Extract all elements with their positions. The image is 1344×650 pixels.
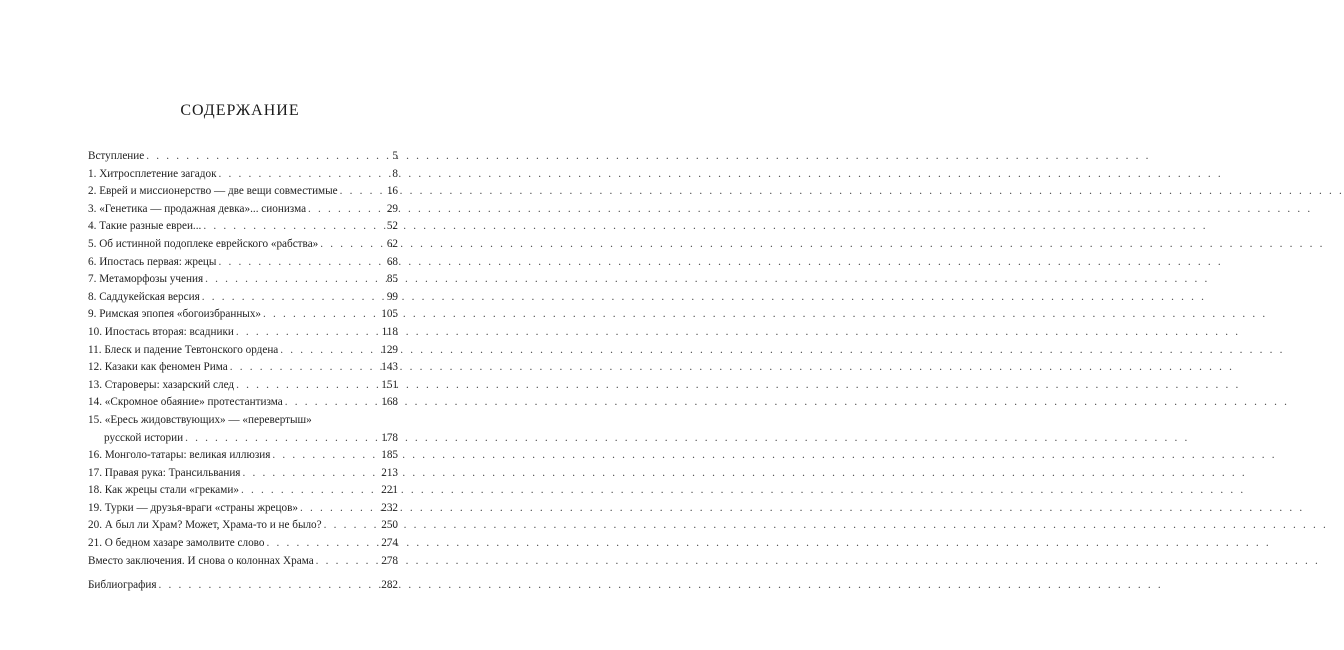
dot-leader — [205, 271, 385, 289]
dot-leader — [300, 500, 379, 518]
dot-leader — [285, 394, 379, 412]
dot-leader — [280, 342, 379, 360]
toc-entry — [88, 500, 398, 518]
toc-entry-title: 20. А был ли Храм? Может, Храма-то и не было? — [88, 519, 322, 532]
toc-entry-page: 278 — [381, 554, 398, 567]
toc-entry-title: 8. Саддукейская версия — [88, 290, 200, 303]
toc-entry-page: 118 — [381, 325, 398, 338]
toc-entry — [88, 271, 398, 289]
dot-leader — [203, 218, 384, 236]
toc-entry — [88, 465, 398, 483]
toc-entry-title: 6. Ипостась первая: жрецы — [88, 255, 217, 268]
toc-entry — [88, 517, 398, 535]
toc-entry-page: 85 — [386, 273, 398, 286]
toc-entry — [88, 201, 398, 219]
toc-entry — [88, 482, 398, 500]
toc-entry — [88, 359, 398, 377]
toc-entry — [88, 148, 398, 166]
toc-entry — [88, 324, 398, 342]
toc-entry-title-line1: 15. «Ересь жидовствующих» — «перевертыш» — [88, 413, 312, 426]
page-title: СОДЕРЖАНИЕ — [180, 102, 300, 119]
toc-entry — [88, 377, 398, 395]
dot-leader — [236, 377, 379, 395]
toc-entry — [88, 218, 398, 236]
toc-entry-page: 16 — [386, 185, 398, 198]
toc-entry-page: 99 — [386, 290, 398, 303]
dot-leader — [202, 289, 385, 307]
toc-entry-title: Вступление — [88, 150, 145, 162]
toc-entry-title: 3. «Генетика — продажная девка»... сионизма — [88, 202, 307, 215]
toc-entry-page: 8 — [392, 167, 398, 180]
toc-entry-page: 151 — [381, 378, 398, 391]
toc-entry-page: 5 — [392, 150, 398, 162]
toc-entry-page: 143 — [381, 361, 398, 374]
toc-entry — [88, 577, 398, 595]
toc-entry — [88, 236, 398, 254]
toc-entry — [88, 430, 398, 448]
toc-entry-title: Библиография — [88, 579, 157, 592]
dot-leader — [159, 577, 380, 595]
toc-entry-page: 52 — [386, 220, 398, 233]
dot-leader — [230, 359, 380, 377]
toc-entry-page: 68 — [386, 255, 398, 268]
toc-entry — [88, 306, 398, 324]
toc-entry — [88, 289, 398, 307]
toc-entry — [88, 342, 398, 360]
dot-leader — [266, 535, 379, 553]
toc-entry — [88, 166, 398, 184]
toc-entry-page: 29 — [386, 202, 398, 215]
dot-leader — [340, 183, 385, 201]
toc-entry-title: 16. Монголо-татары: великая иллюзия — [88, 449, 271, 462]
toc-entry-title: 10. Ипостась вторая: всадники — [88, 325, 234, 338]
toc-entry-page: 250 — [381, 519, 398, 532]
toc-entry-title: 12. Казаки как феномен Рима — [88, 361, 228, 374]
toc-entry-title: 18. Как жрецы стали «греками» — [88, 484, 239, 497]
toc-entry-page: 185 — [381, 449, 398, 462]
toc-entry-title: Вместо заключения. И снова о колоннах Храма — [88, 554, 314, 567]
dot-leader — [308, 201, 385, 219]
dot-leader — [263, 306, 379, 324]
toc-entry-page: 178 — [381, 431, 398, 444]
toc-entry-page: 62 — [386, 237, 398, 250]
toc-entry-title: 4. Такие разные евреи... — [88, 220, 202, 233]
toc-entry-page: 282 — [381, 579, 398, 592]
toc-entry-page: 232 — [381, 501, 398, 514]
toc-entry — [88, 394, 398, 412]
table-of-contents — [88, 148, 398, 595]
toc-entry-page: 129 — [381, 343, 398, 356]
toc-entry-title: 2. Еврей и миссионерство — две вещи совместимые — [88, 185, 338, 198]
toc-entry-page: 213 — [381, 466, 398, 479]
book-page — [0, 0, 480, 650]
toc-entry-page: 105 — [381, 308, 398, 321]
toc-entry — [88, 447, 398, 465]
dot-leader — [185, 430, 379, 448]
toc-entry-title: 11. Блеск и падение Тевтонского ордена — [88, 343, 279, 356]
toc-entry — [88, 553, 398, 571]
toc-entry — [88, 254, 398, 272]
toc-entry-title: 1. Хитросплетение загадок — [88, 167, 217, 180]
dot-leader — [236, 324, 380, 342]
toc-entry-title: 9. Римская эпопея «богоизбранных» — [88, 308, 262, 321]
toc-entry-title: 13. Староверы: хазарский след — [88, 378, 235, 391]
toc-entry-title: 14. «Скромное обаяние» протестантизма — [88, 396, 283, 409]
toc-entry-title: 17. Правая рука: Трансильвания — [88, 466, 241, 479]
dot-leader — [218, 254, 384, 272]
toc-entry-page: 168 — [381, 396, 398, 409]
toc-entry — [88, 535, 398, 553]
toc-entry-title: 19. Турки — друзья-враги «страны жрецов» — [88, 501, 298, 514]
dot-leader — [320, 236, 385, 254]
dot-leader — [241, 482, 379, 500]
dot-leader — [146, 148, 390, 166]
dot-leader — [316, 553, 380, 571]
dot-leader — [272, 447, 379, 465]
toc-entry-title: 5. Об истинной подоплеке еврейского «рабства» — [88, 237, 319, 250]
dot-leader — [219, 166, 391, 184]
toc-entry-page: 274 — [381, 537, 398, 550]
dot-leader — [242, 465, 379, 483]
toc-entry-title: 21. О бедном хазаре замолвите слово — [88, 537, 265, 550]
toc-entry-title: 7. Метаморфозы учения — [88, 273, 204, 286]
dot-leader — [324, 517, 380, 535]
toc-entry — [88, 183, 398, 201]
toc-entry-title-line2: русской истории — [104, 431, 184, 444]
toc-entry-page: 221 — [381, 484, 398, 497]
section-spacer — [88, 570, 398, 577]
